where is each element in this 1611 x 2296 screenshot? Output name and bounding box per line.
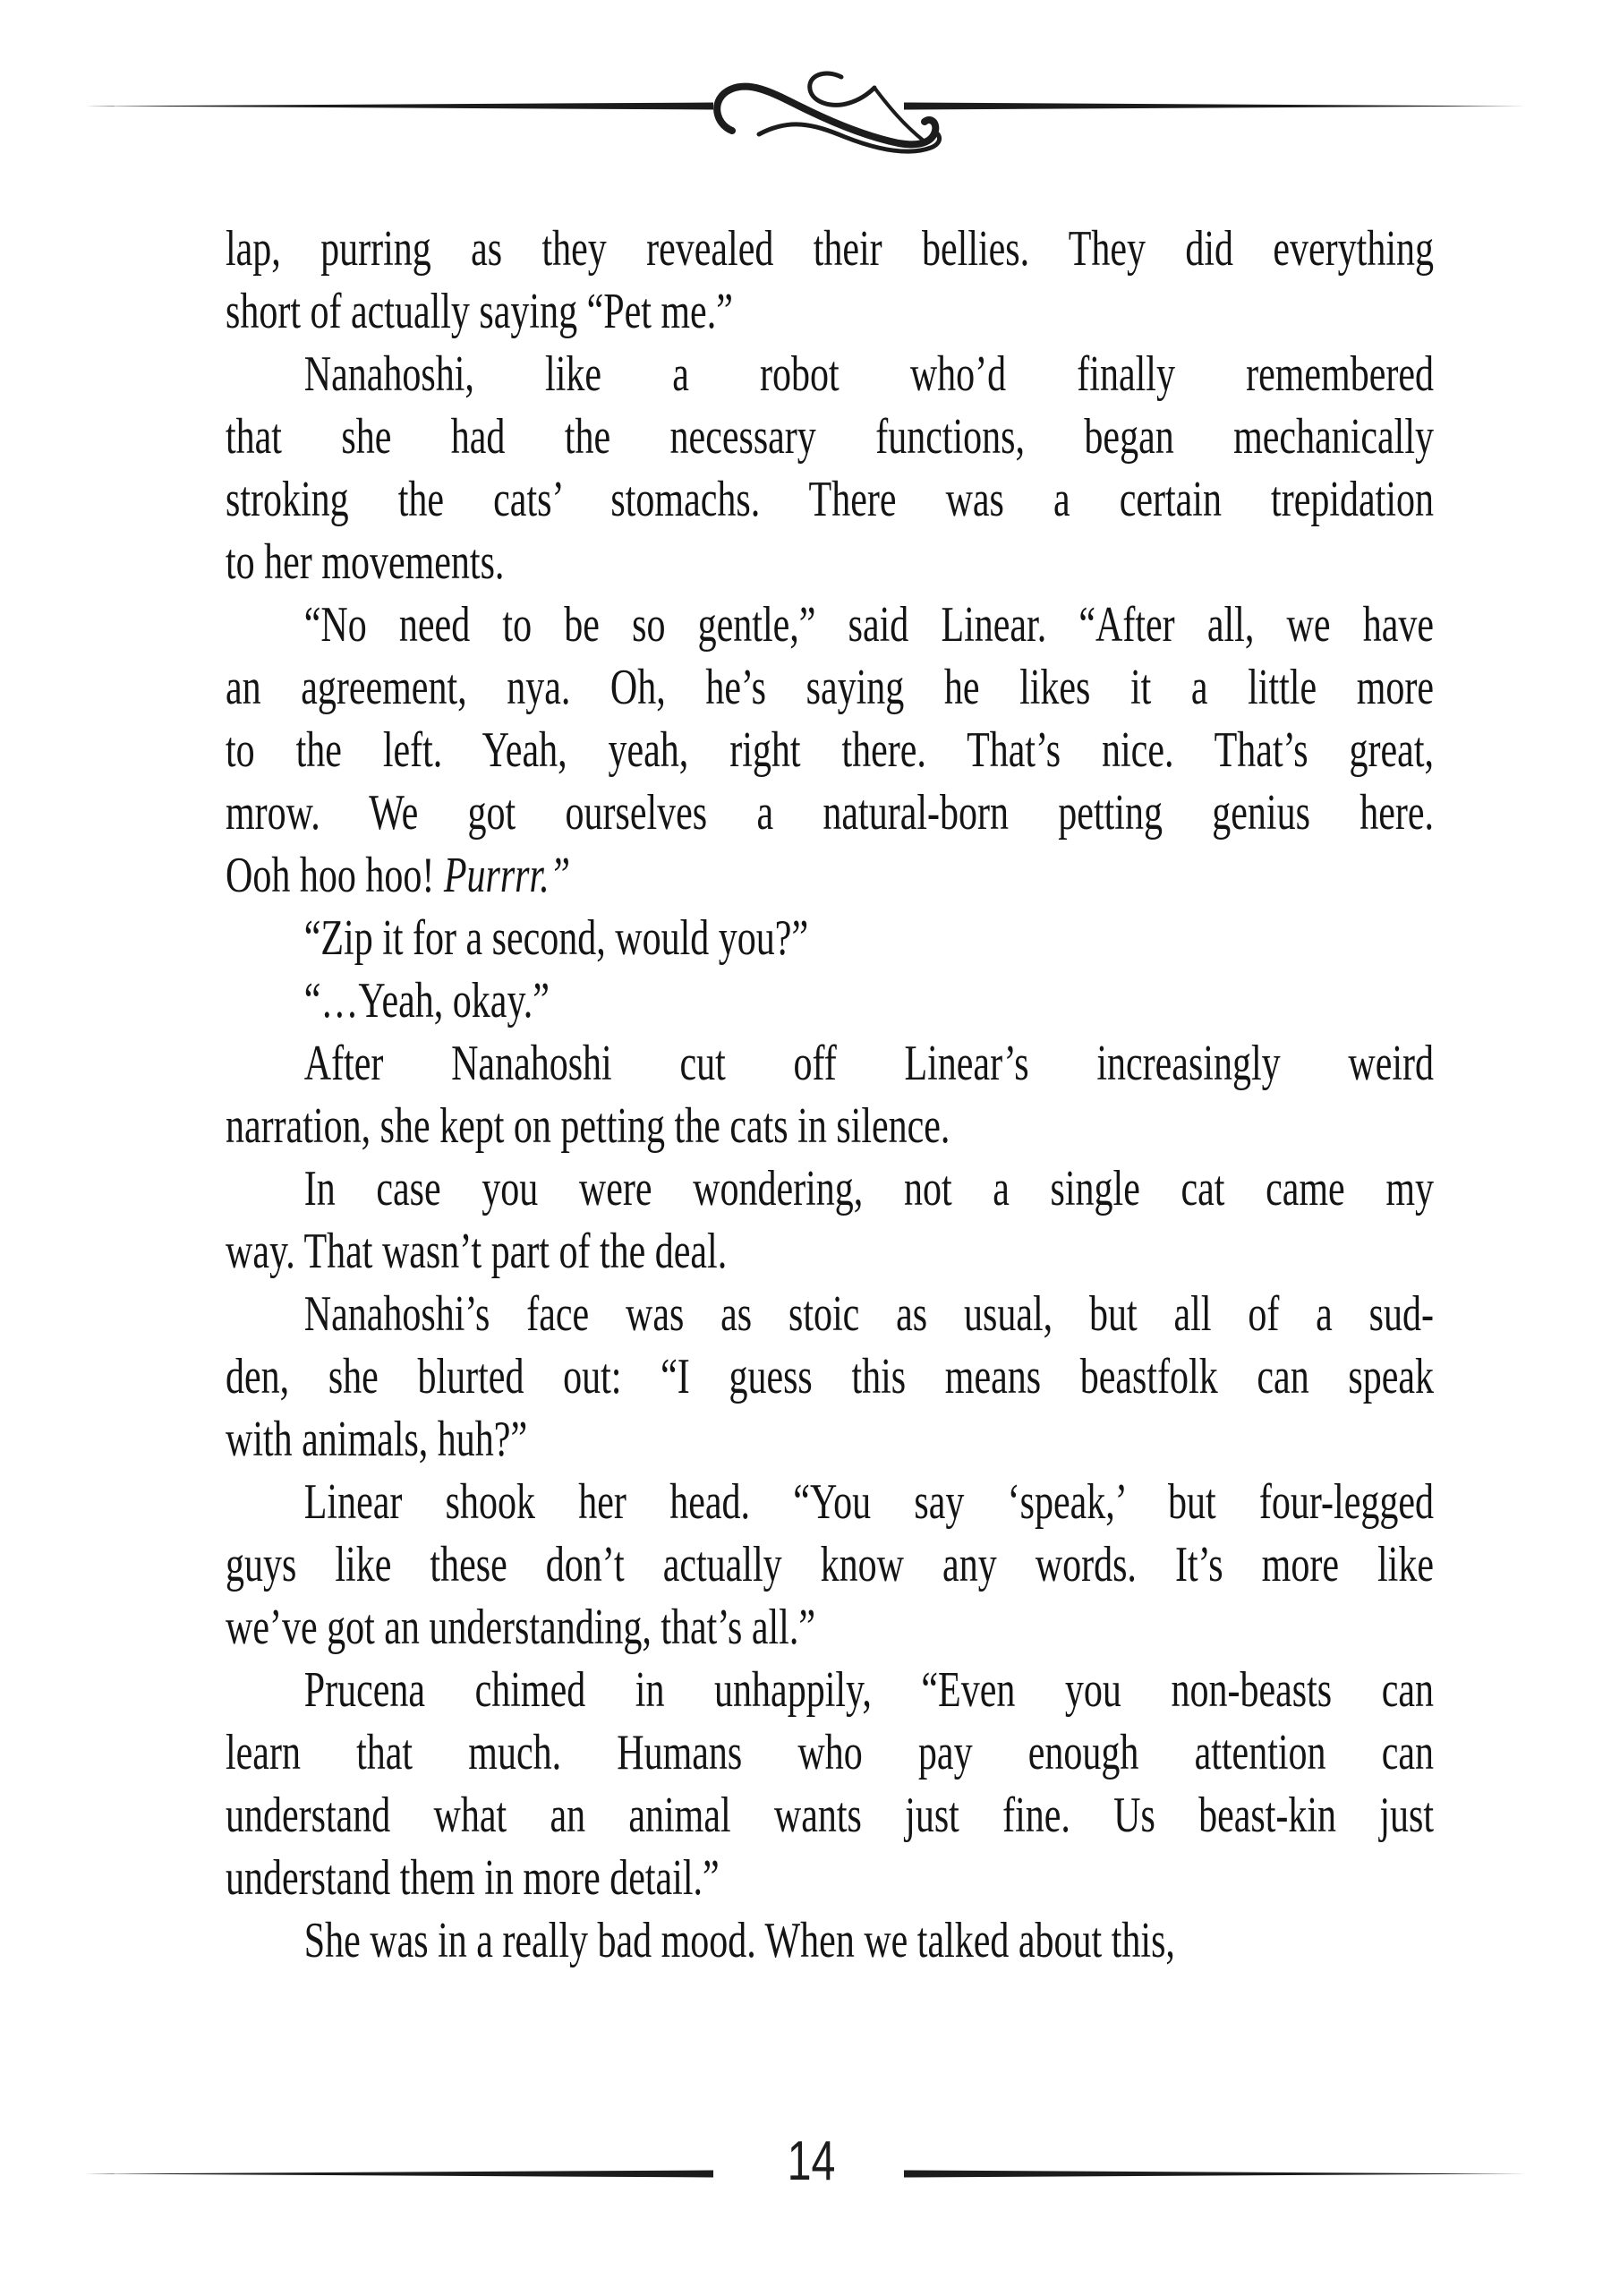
text-segment: “…Yeah, okay.” [303, 973, 550, 1029]
text-line [226, 531, 1434, 593]
text-segment: learn that much. Humans who pay enough attention can [226, 1725, 1434, 1780]
text-segment: way. That wasn’t part of the deal. [226, 1224, 728, 1279]
text-segment: Nanahoshi’s face was as stoic as usual, but all of a sud- [303, 1286, 1434, 1342]
text-line [226, 1596, 1434, 1659]
text-line [226, 844, 1434, 907]
header-rule-right [904, 102, 1526, 110]
text-line [226, 1032, 1434, 1095]
footer-rule-left [85, 2170, 713, 2178]
flourish-ornament-icon [653, 54, 976, 179]
text-segment: Nanahoshi, like a robot who’d finally remembered [303, 346, 1434, 402]
text-line [226, 656, 1434, 719]
text-segment: mrow. We got ourselves a natural-born petting genius here. [226, 785, 1434, 841]
text-line [226, 1345, 1434, 1408]
text-line [226, 1721, 1434, 1784]
text-line [226, 468, 1434, 531]
text-segment: an agreement, nya. Oh, he’s saying he likes it a little more [226, 660, 1434, 715]
text-line [226, 1283, 1434, 1345]
text-line [226, 343, 1434, 405]
text-line [226, 1909, 1434, 1972]
text-segment: understand them in more detail.” [226, 1850, 720, 1906]
text-line [226, 1095, 1434, 1157]
page-text [226, 218, 1434, 1972]
text-segment: understand what an animal wants just fine. Us beast-kin just [226, 1788, 1434, 1843]
page-number-value: 14 [787, 2130, 835, 2192]
header-rule-left [85, 102, 713, 110]
text-line [226, 1659, 1434, 1721]
text-segment: short of actually saying “Pet me.” [226, 284, 733, 339]
text-segment: stroking the cats’ stomachs. There was a certain trepidation [226, 472, 1434, 527]
italic-text: Purrrr.” [443, 848, 571, 903]
text-line [226, 218, 1434, 280]
text-line [226, 1220, 1434, 1283]
page-number [721, 2130, 900, 2192]
text-line [226, 1157, 1434, 1220]
text-segment: She was in a really bad mood. When we talked about this, [303, 1913, 1175, 1968]
text-segment: “No need to be so gentle,” said Linear. “After all, we have [303, 597, 1434, 653]
text-line [226, 907, 1434, 969]
text-line [226, 593, 1434, 656]
text-segment: narration, she kept on petting the cats in silence. [226, 1098, 950, 1154]
text-segment: that she had the necessary functions, began mechanically [226, 409, 1434, 465]
text-segment: Linear shook her head. “You say ‘speak,’ but four-legged [303, 1474, 1434, 1530]
text-segment: we’ve got an understanding, that’s all.” [226, 1600, 815, 1655]
text-segment: lap, purring as they revealed their bellies. They did everything [226, 221, 1434, 277]
text-line [226, 405, 1434, 468]
footer-rule-right [904, 2170, 1526, 2178]
text-line [226, 280, 1434, 343]
text-segment: Prucena chimed in unhappily, “Even you non-beasts can [303, 1662, 1434, 1718]
text-line [226, 1471, 1434, 1533]
text-segment: guys like these don’t actually know any words. It’s more like [226, 1537, 1434, 1592]
text-segment: After Nanahoshi cut off Linear’s increasingly weird [303, 1036, 1434, 1091]
text-line [226, 1408, 1434, 1471]
text-line [226, 969, 1434, 1032]
text-segment: den, she blurted out: “I guess this means beastfolk can speak [226, 1349, 1434, 1404]
text-line [226, 1784, 1434, 1847]
text-segment: In case you were wondering, not a single cat came my [303, 1161, 1434, 1216]
text-line [226, 1533, 1434, 1596]
text-segment: to the left. Yeah, yeah, right there. That’s nice. That’s great, [226, 722, 1434, 778]
text-line [226, 1847, 1434, 1909]
text-segment: Ooh hoo hoo! [226, 848, 444, 903]
text-line [226, 719, 1434, 781]
text-line [226, 781, 1434, 844]
text-segment: with animals, huh?” [226, 1412, 528, 1467]
text-segment: to her movements. [226, 534, 505, 590]
text-segment: “Zip it for a second, would you?” [303, 910, 809, 966]
